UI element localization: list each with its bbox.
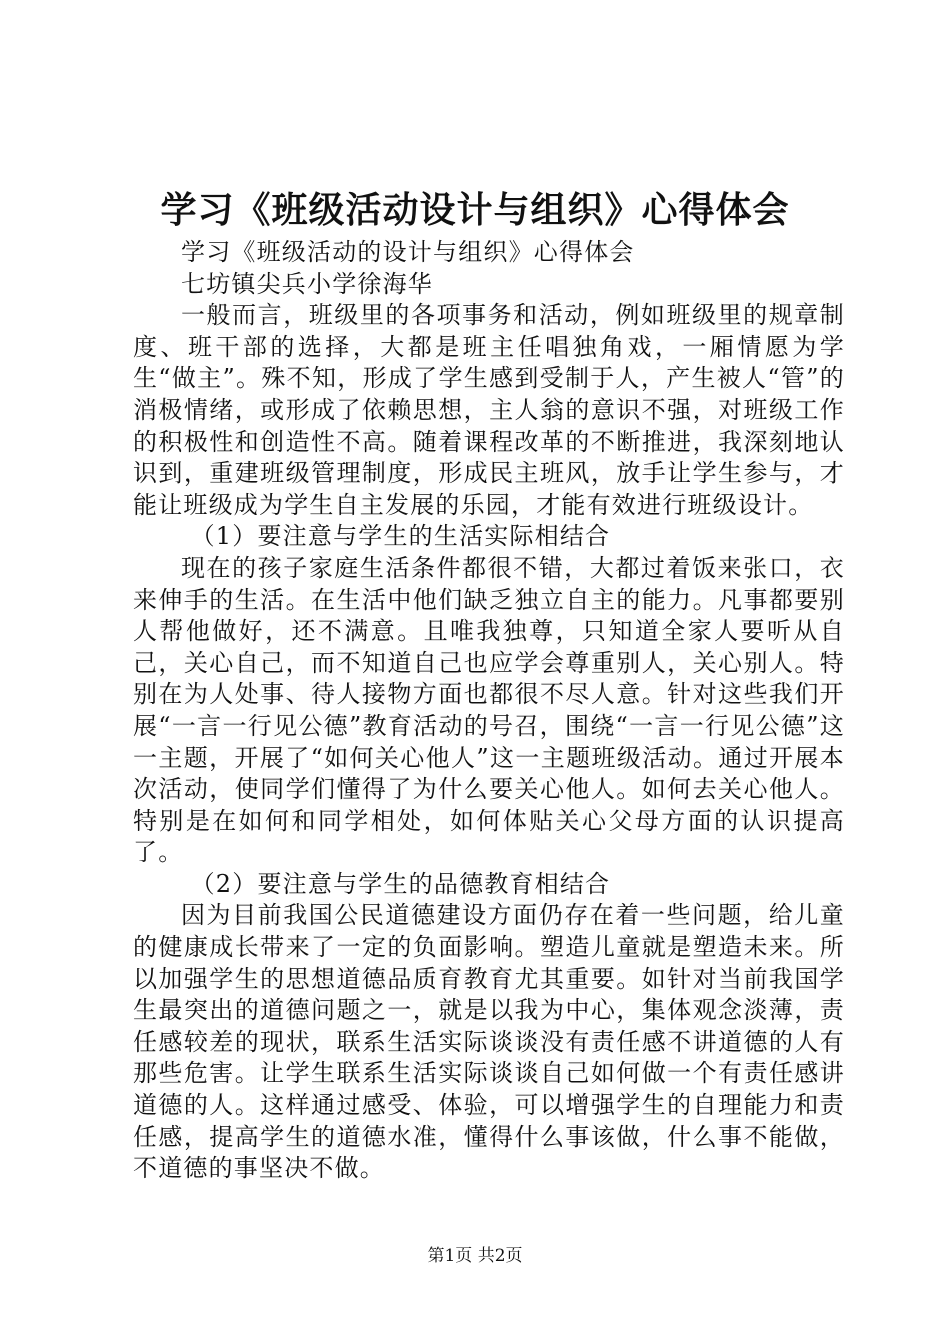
section-heading: （2）要注意与学生的品德教育相结合 <box>190 869 611 898</box>
page-footer: 第1页 共2页 <box>427 1246 523 1266</box>
document-body <box>133 237 845 1185</box>
body-paragraph: 因为目前我国公民道德建设方面仍存在着一些问题，给儿童的健康成长带来了一定的负面影响。塑造儿童就是塑造未来。所以加强学生的思想道德品质育教育尤其重要。如针对当前我国学生最突出的道德问题之一，就是以我为中心，集体观念淡薄，责任感较差的现状，联系生活实际谈谈没有责任感不讲道德的人有那些危害。让学生联系生活实际谈谈自己如何做一个有责任感讲道德的人。这样通过感受、体验，可以增强学生的自理能力和责任感，提高学生的道德水准，懂得什么事该做，什么事不能做，不道德的事坚决不做。 <box>133 901 845 1183</box>
document-title: 学习《班级活动设计与组织》心得体会 <box>160 189 790 231</box>
body-paragraph: 一般而言，班级里的各项事务和活动，例如班级里的规章制度、班干部的选择，大都是班主任唱独角戏，一厢情愿为学生“做主”。殊不知，形成了学生感到受制于人，产生被人“管”的消极情绪，或形成了依赖思想，主人翁的意识不强，对班级工作的积极性和创造性不高。随着课程改革的不断推进，我深刻地认识到，重建班级管理制度，形成民主班风，放手让学生参与，才能让班级成为学生自主发展的乐园，才能有效进行班级设计。 <box>133 301 845 519</box>
body-paragraph: 现在的孩子家庭生活条件都很不错，大都过着饭来张口，衣来伸手的生活。在生活中他们缺乏独立自主的能力。凡事都要别人帮他做好，还不满意。且唯我独尊，只知道全家人要听从自己，关心自己，而不知道自己也应学会尊重别人，关心别人。特别在为人处事、待人接物方面也都很不尽人意。针对这些我们开展“一言一行见公德”教育活动的号召，围绕“一言一行见公德”这一主题，开展了“如何关心他人”这一主题班级活动。通过开展本次活动，使同学们懂得了为什么要关心他人。如何去关心他人。特别是在如何和同学相处，如何体贴关心父母方面的认识提高了。 <box>133 553 845 867</box>
author-line: 七坊镇尖兵小学徐海华 <box>181 269 433 298</box>
section-heading: （1）要注意与学生的生活实际相结合 <box>190 522 611 551</box>
subtitle-paragraph: 学习《班级活动的设计与组织》心得体会 <box>181 238 635 266</box>
